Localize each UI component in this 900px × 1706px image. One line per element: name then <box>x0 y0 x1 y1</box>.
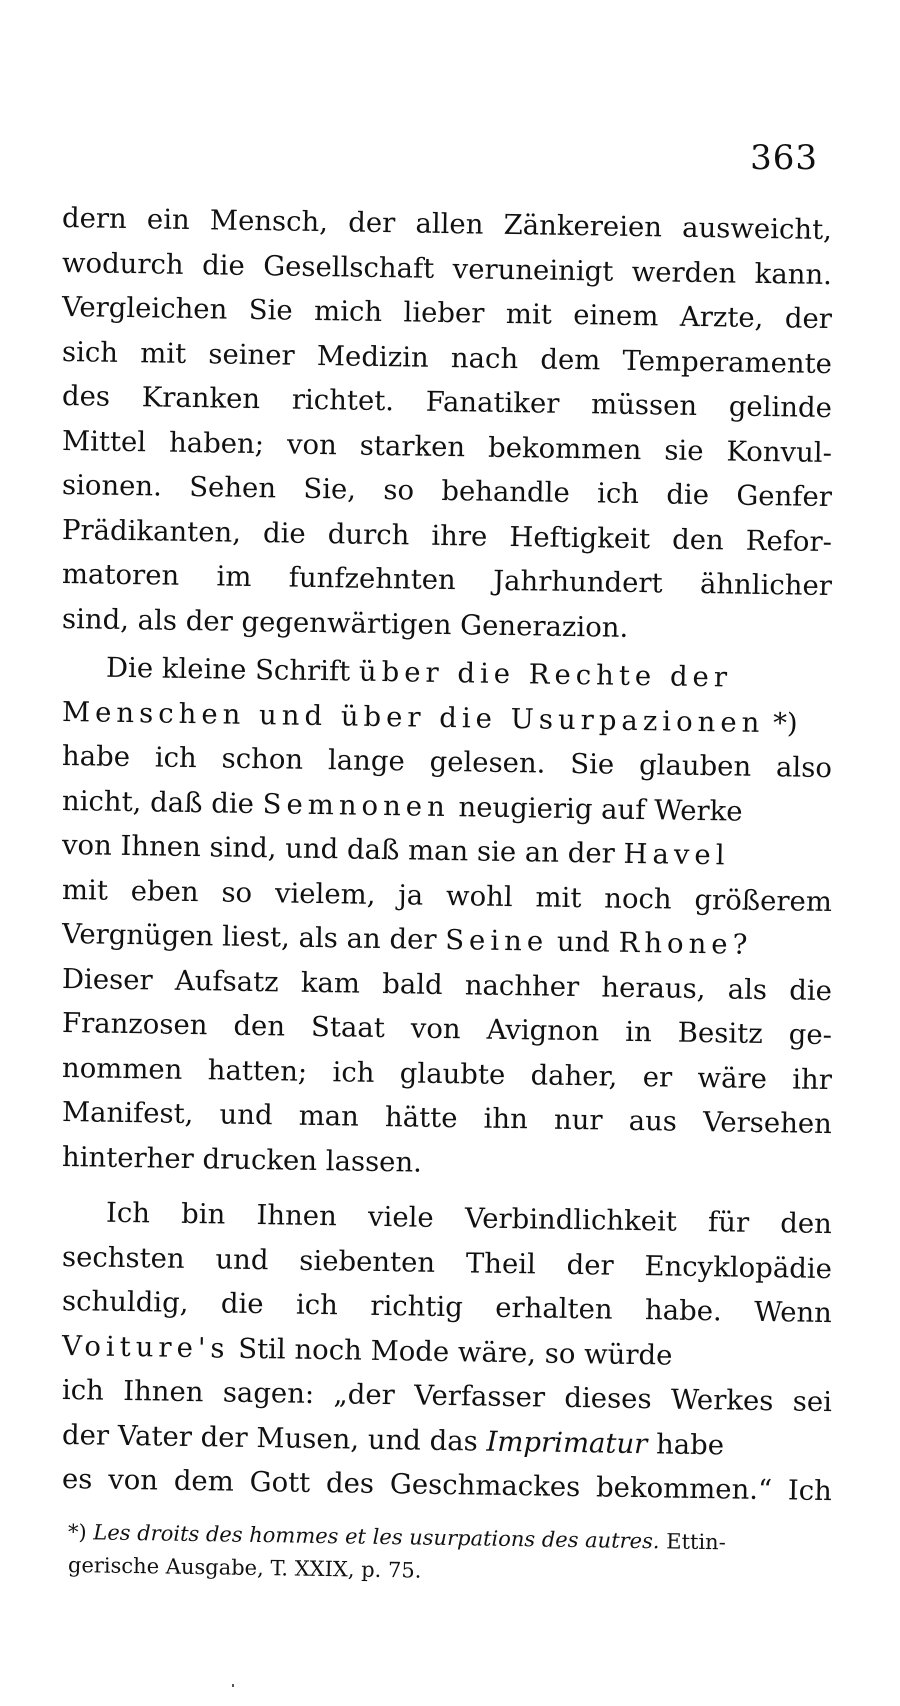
text-line: sich mit seiner Medizin nach dem Temperamente <box>61 335 833 380</box>
text-line: habe ich schon lange gelesen. Sie glauben also <box>61 740 833 785</box>
text-line: hinterher drucken lassen. <box>61 1140 423 1179</box>
text-line: sind, als der gegenwärtigen Generazion. <box>61 602 629 644</box>
text-line: es von dem Gott des Geschmackes bekommen.“ Ich <box>61 1463 833 1508</box>
text-segment: und <box>547 925 619 959</box>
text-line: Manifest, und man hätte ihn nur aus Versehen <box>61 1096 833 1141</box>
spaced-name-segment: Rhone <box>618 926 733 961</box>
text-line: des Kranken richtet. Fanatiker müssen gelinde <box>61 380 833 425</box>
footnote <box>68 1516 828 1582</box>
text-line: sechsten und siebenten Theil der Encyklopädie <box>61 1240 833 1285</box>
page-number: 363 <box>750 138 818 178</box>
spaced-name-segment: Seine <box>444 924 549 958</box>
text-line: sionen. Sehen Sie, so behandle ich die Genfer <box>61 469 833 514</box>
text-line: schuldig, die ich richtig erhalten habe. Wenn <box>61 1285 833 1330</box>
page-speck <box>232 1684 234 1687</box>
spaced-title-segment: Menschen und über die Usurpazionen <box>61 695 765 739</box>
spaced-name-segment: Semnonen <box>262 787 451 823</box>
spaced-title-segment: über die Rechte der <box>358 655 733 694</box>
spaced-name-segment: Voiture's <box>61 1329 230 1365</box>
text-line: Ich bin Ihnen viele Verbindlichkeit für den <box>105 1196 833 1241</box>
text-line: Prädikanten, die durch ihre Heftigkeit den Refor- <box>61 513 833 558</box>
text-segment: ? <box>732 928 748 961</box>
text-line: matoren im funfzehnten Jahrhundert ähnlicher <box>61 558 833 603</box>
italic-segment: Les droits des hommes et les usurpations des autres. <box>93 1520 660 1554</box>
paragraph-3 <box>61 1190 833 1508</box>
text-segment: der Vater der Musen, und das <box>61 1418 487 1458</box>
text-segment: habe <box>647 1427 725 1461</box>
footnote-marker-ref: *) <box>764 706 798 740</box>
text-line: Mittel haben; von starken bekommen sie Konvul- <box>61 424 833 469</box>
text-segment: Stil noch Mode wäre, so würde <box>229 1332 673 1372</box>
paragraph-2 <box>62 645 832 1179</box>
footnote-marker: *) <box>67 1520 87 1545</box>
text-line: Vergleichen Sie mich lieber mit einem Arzte, der <box>61 291 833 336</box>
text-line: ich Ihnen sagen: „der Verfasser dieses Werkes sei <box>61 1374 833 1419</box>
footnote-line: gerische Ausgabe, T. XXIX, p. 75. <box>67 1553 422 1583</box>
text-line: wodurch die Gesellschaft veruneinigt werden kann. <box>61 246 833 291</box>
text-line: mit eben so vielem, ja wohl mit noch größerem <box>61 873 833 918</box>
text-segment: neugierig auf Werke <box>449 790 743 828</box>
text-line: nommen hatten; ich glaubte daher, er wäre ihr <box>61 1051 833 1096</box>
text-line: dern ein Mensch, der allen Zänkereien ausweicht, <box>61 202 833 247</box>
italic-segment: Imprimatur <box>486 1425 648 1460</box>
text-line: Franzosen den Staat von Avignon in Besitz ge- <box>61 1007 833 1052</box>
text-line: Dieser Aufsatz kam bald nachher heraus, als die <box>61 962 833 1007</box>
paragraph-1 <box>61 196 833 644</box>
text-segment: Vergnügen liest, als an der <box>61 918 446 957</box>
text-segment: nicht, daß die <box>61 784 263 820</box>
text-segment: Ettin- <box>659 1529 726 1555</box>
text-segment: Die kleine Schrift <box>105 651 360 688</box>
spaced-name-segment: Havel <box>623 837 730 872</box>
text-segment: von Ihnen sind, und daß man sie an der <box>61 829 624 870</box>
